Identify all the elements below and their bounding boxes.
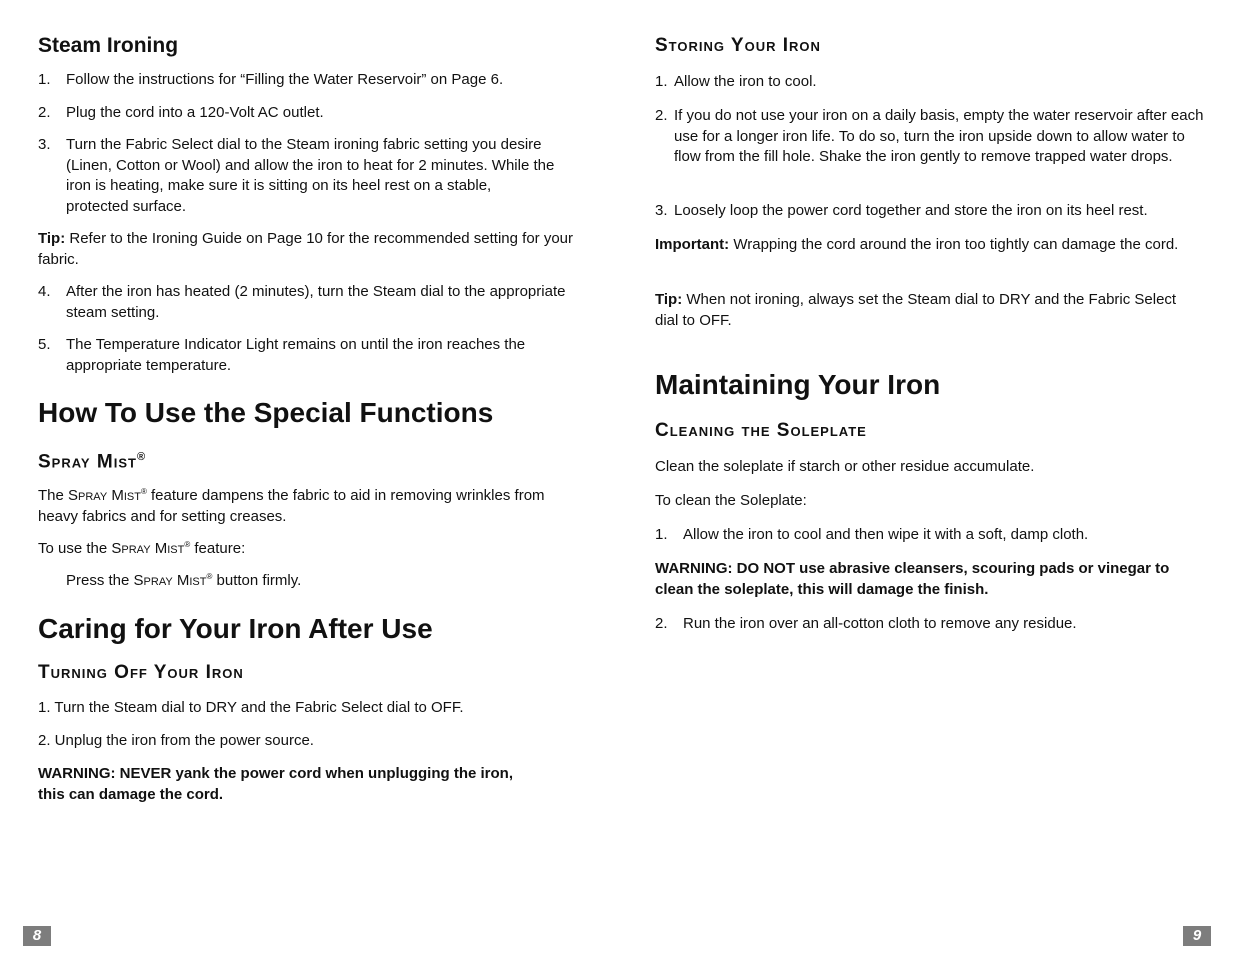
- spray-mist-usage-intro: To use the Spray Mist® feature:: [38, 540, 246, 557]
- caring-heading: Caring for Your Iron After Use: [38, 613, 433, 644]
- spray-mist-subheading: Spray Mist®: [38, 451, 147, 473]
- turning-off-step-2: 2. Unplug the iron from the power source.: [38, 732, 314, 749]
- list-item: 4. After the iron has heated (2 minutes), turn the Steam dial to the appropriate steam setting.: [38, 283, 566, 321]
- list-item: 1. Allow the iron to cool and then wipe it with a soft, damp cloth.: [655, 526, 1089, 543]
- warning-text: WARNING: DO NOT use abrasive cleansers, scouring pads or vinegar to clean the soleplate, this will damage the finish.: [655, 560, 1170, 598]
- storing-subheading: Storing Your Iron: [655, 35, 821, 56]
- list-item: 1. Follow the instructions for “Filling the Water Reservoir” on Page 6.: [38, 71, 504, 88]
- spray-mist-description: The Spray Mist® feature dampens the fabric to aid in removing wrinkles from heavy fabrics and for setting creases.: [38, 487, 545, 525]
- list-item: 5. The Temperature Indicator Light remains on until the iron reaches the appropriate temperature.: [38, 336, 526, 374]
- list-item: 2. Run the iron over an all-cotton cloth to remove any residue.: [655, 615, 1077, 632]
- steam-ironing-heading: Steam Ironing: [38, 34, 179, 57]
- list-item: 1. Allow the iron to cool.: [655, 73, 817, 90]
- turning-off-step-1: 1. Turn the Steam dial to DRY and the Fabric Select dial to OFF.: [38, 699, 464, 716]
- cleaning-how-to: To clean the Soleplate:: [655, 492, 807, 509]
- page-number-right: 9: [1183, 926, 1211, 946]
- cleaning-intro: Clean the soleplate if starch or other residue accumulate.: [655, 458, 1035, 475]
- cleaning-subheading: Cleaning the Soleplate: [655, 420, 867, 441]
- spray-mist-instruction: Press the Spray Mist® button firmly.: [66, 572, 302, 589]
- list-item: 2. If you do not use your iron on a daily basis, empty the water reservoir after each use for a longer iron life. To do so, turn the iron upside down to allow water to flow from the fill hole. Shake the iron gently to remove trapped water drops.: [655, 107, 1204, 165]
- special-functions-heading: How To Use the Special Functions: [38, 397, 494, 428]
- maintaining-heading: Maintaining Your Iron: [655, 369, 941, 400]
- page-number-left: 8: [23, 926, 51, 946]
- list-item: 3. Turn the Fabric Select dial to the Steam ironing fabric setting you desire (Linen, Cotton or Wool) and allow the iron to heat for 2 minutes. While the iron is heating, make sure it is sitting on its heel rest on a stable, protected surface.: [38, 136, 555, 215]
- tip-paragraph: Tip: When not ironing, always set the Steam dial to DRY and the Fabric Select dial to OFF.: [655, 291, 1177, 329]
- list-item: 3. Loosely loop the power cord together and store the iron on its heel rest.: [655, 202, 1148, 219]
- important-paragraph: Important: Wrapping the cord around the iron too tightly can damage the cord.: [655, 236, 1179, 253]
- warning-text: WARNING: NEVER yank the power cord when unplugging the iron, this can damage the cord.: [38, 765, 514, 803]
- turning-off-subheading: Turning Off Your Iron: [38, 662, 244, 683]
- tip-paragraph: Tip: Refer to the Ironing Guide on Page 10 for the recommended setting for your fabric.: [38, 230, 574, 268]
- list-item: 2. Plug the cord into a 120-Volt AC outlet.: [38, 104, 324, 121]
